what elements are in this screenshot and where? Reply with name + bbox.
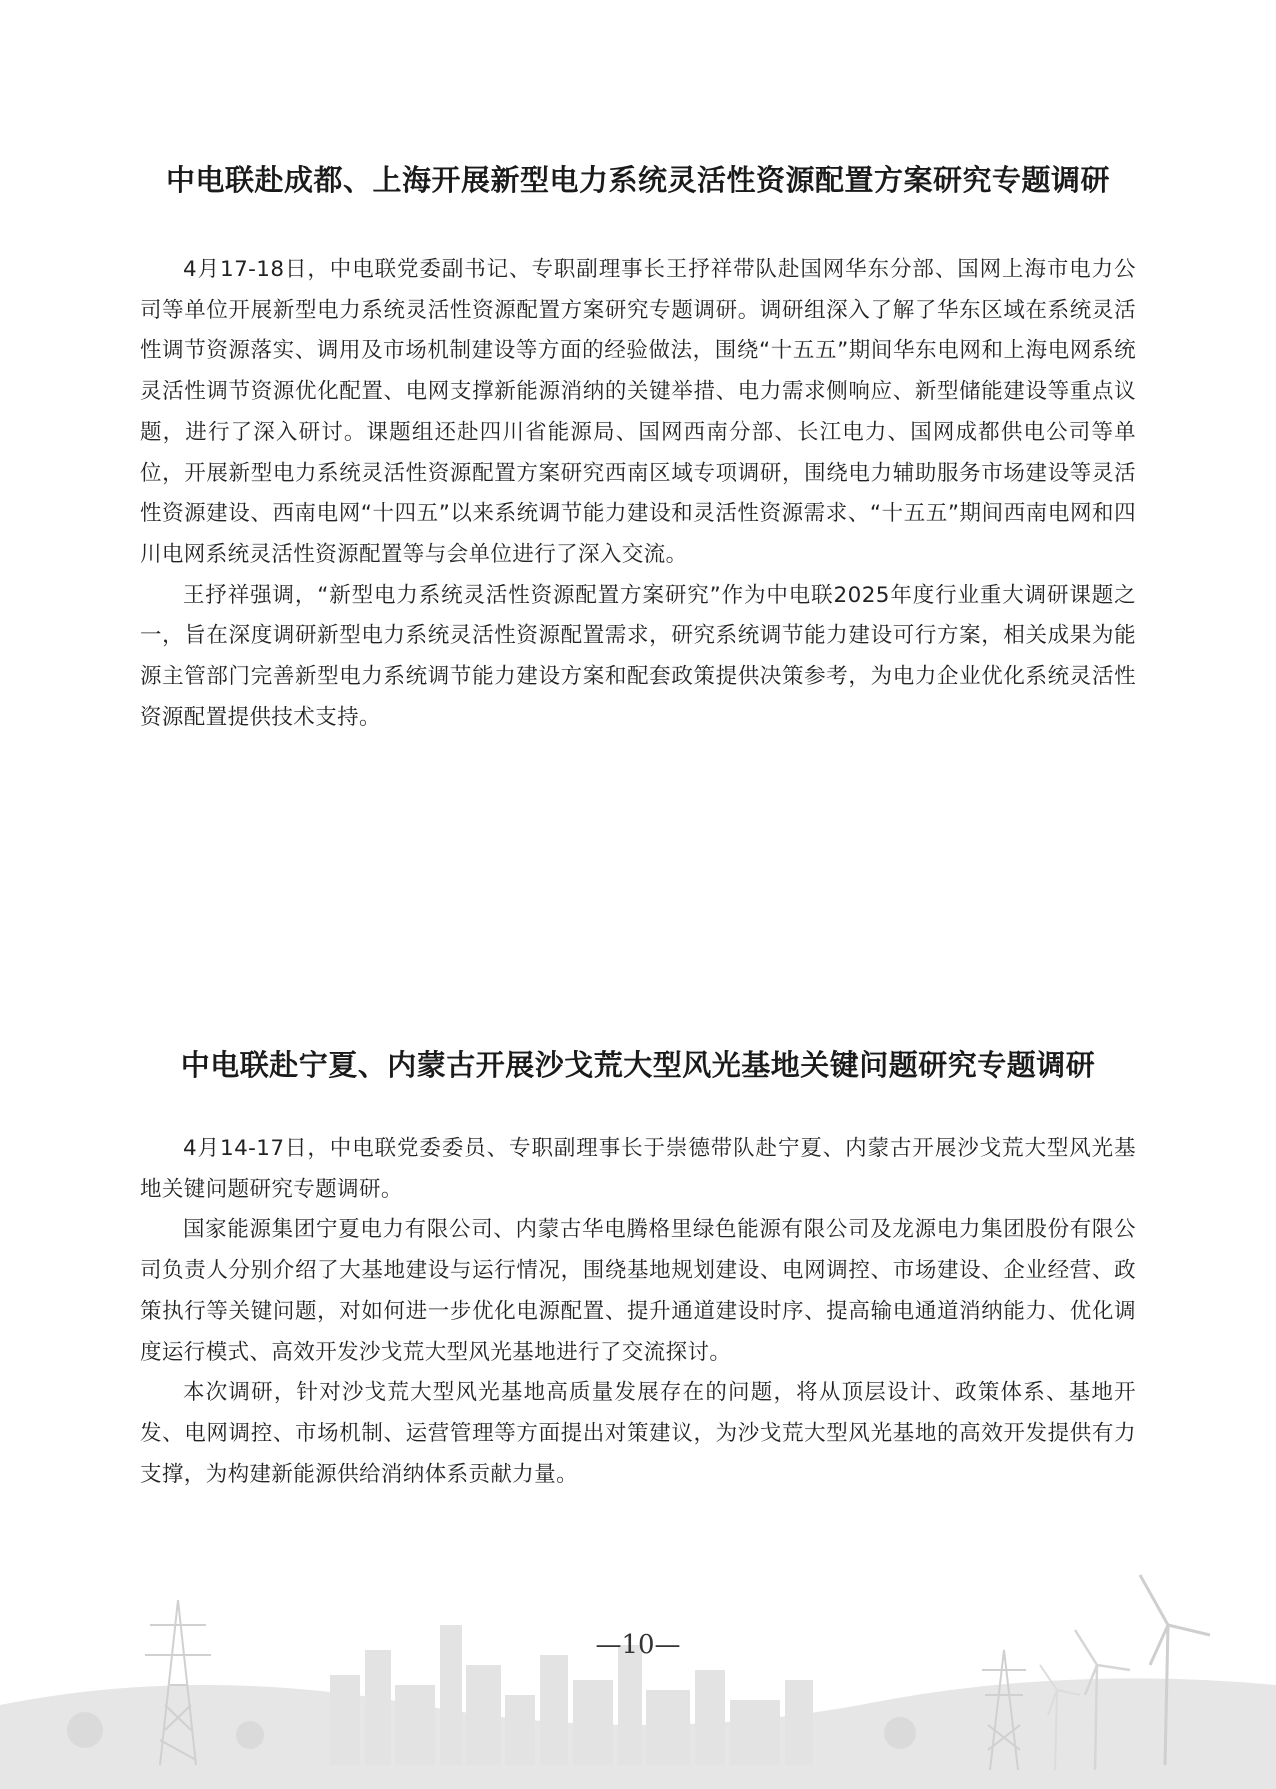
- article-title: 中电联赴宁夏、内蒙古开展沙戈荒大型风光基地关键问题研究专题调研: [180, 1048, 1096, 1082]
- article-body: [140, 250, 1136, 738]
- article-chengdu-shanghai: [0, 160, 1276, 738]
- article-ningxia-inner-mongolia: [0, 1045, 1276, 1495]
- paragraph: 4月14-17日，中电联党委委员、专职副理事长于崇德带队赴宁夏、内蒙古开展沙戈荒大型风光基地关键问题研究专题调研。: [140, 1136, 1136, 1202]
- article-body: [140, 1129, 1136, 1495]
- paragraph: 4月17-18日，中电联党委副书记、专职副理事长王抒祥带队赴国网华东分部、国网上海市电力公司等单位开展新型电力系统灵活性资源配置方案研究专题调研。调研组深入了解了华东区域在系统灵活性调节资源落实、调用及市场机制建设等方面的经验做法，围绕“十五五”期间华东电网和上海电网系统灵活性调节资源优化配置、电网支撑新能源消纳的关键举措、电力需求侧响应、新型储能建设等重点议题，进行了深入研讨。课题组还赴四川省能源局、国网西南分部、长江电力、国网成都供电公司等单位，开展新型电力系统灵活性资源配置方案研究西南区域专项调研，围绕电力辅助服务市场建设等灵活性资源建设、西南电网“十四五”以来系统调节能力建设和灵活性资源需求、“十五五”期间西南电网和四川电网系统灵活性资源配置等与会单位进行了深入交流。: [140, 257, 1136, 567]
- city-skyline-illustration: [0, 1555, 1276, 1789]
- paragraph: 王抒祥强调，“新型电力系统灵活性资源配置方案研究”作为中电联2025年度行业重大调研课题之一，旨在深度调研新型电力系统灵活性资源配置需求，研究系统调节能力建设可行方案，相关成果为能源主管部门完善新型电力系统调节能力建设方案和配套政策提供决策参考，为电力企业优化系统灵活性资源配置提供技术支持。: [140, 582, 1136, 730]
- paragraph: 本次调研，针对沙戈荒大型风光基地高质量发展存在的问题，将从顶层设计、政策体系、基地开发、电网调控、市场机制、运营管理等方面提出对策建议，为沙戈荒大型风光基地的高效开发提供有力支撑，为构建新能源供给消纳体系贡献力量。: [140, 1380, 1136, 1487]
- article-title: 中电联赴成都、上海开展新型电力系统灵活性资源配置方案研究专题调研: [165, 163, 1110, 197]
- paragraph: 国家能源集团宁夏电力有限公司、内蒙古华电腾格里绿色能源有限公司及龙源电力集团股份有限公司负责人分别介绍了大基地建设与运行情况，围绕基地规划建设、电网调控、市场建设、企业经营、政策执行等关键问题，对如何进一步优化电源配置、提升通道建设时序、提高输电通道消纳能力、优化调度运行模式、高效开发沙戈荒大型风光基地进行了交流探讨。: [140, 1217, 1136, 1365]
- page-number: —10—: [595, 1630, 681, 1660]
